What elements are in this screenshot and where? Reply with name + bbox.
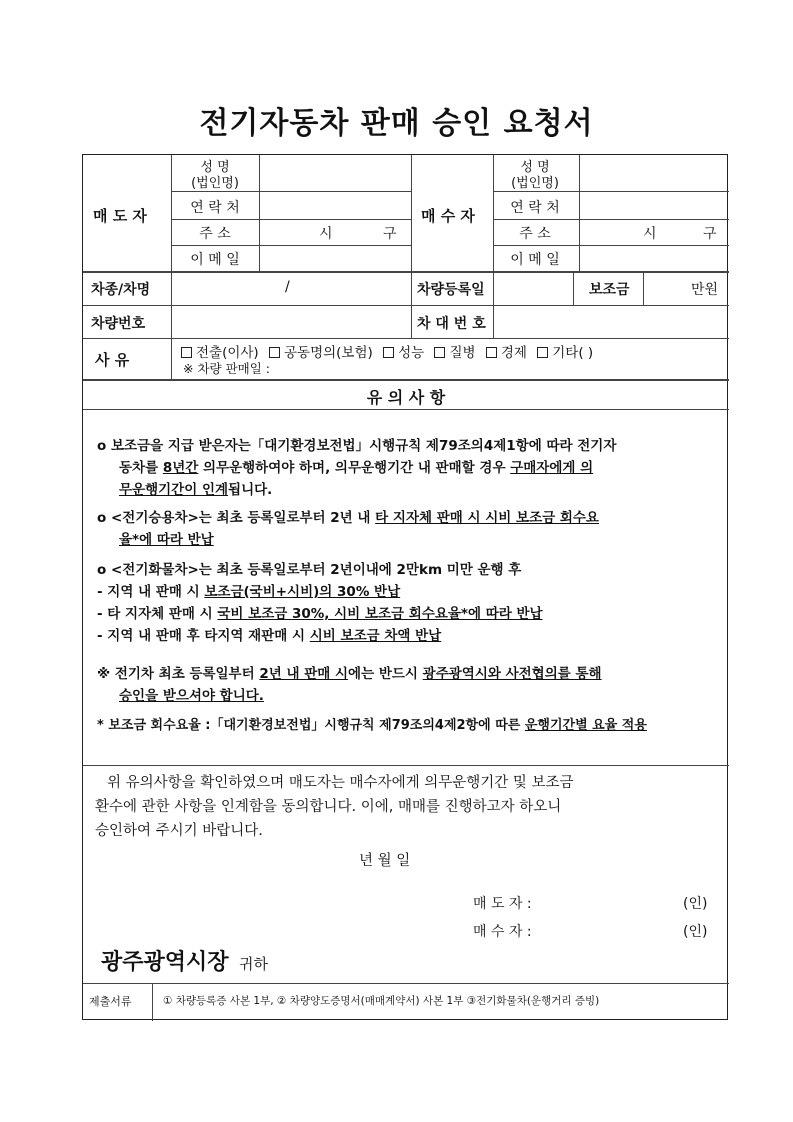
sign-date: 년 월 일 [359, 853, 411, 869]
seller-contact-label: 연 락 처 [190, 200, 240, 216]
consent-line-1: 위 유의사항을 확인하였으며 매도자는 매수자에게 의무운행기간 및 보조금 [107, 775, 574, 791]
vehicle-number-label: 차량번호 [91, 316, 146, 332]
buyer-sign-label: 매 수 자 : [473, 924, 532, 940]
seller-sign-label: 매 도 자 : [473, 896, 532, 912]
vehicle-model-separator: / [285, 279, 290, 295]
documents-label: 제출서류 [89, 995, 132, 1008]
sale-date-label: ※ 차량 판매일 : [183, 361, 270, 376]
reason-option-performance[interactable]: 성능 [383, 345, 424, 361]
consent-line-3: 승인하여 주시기 바랍니다. [95, 823, 263, 839]
seller-seal: (인) [683, 896, 708, 912]
buyer-district: 구 [703, 226, 717, 242]
seller-label: 매 도 자 [93, 207, 147, 225]
checkbox-icon [486, 347, 497, 358]
buyer-contact-label: 연 락 처 [510, 200, 560, 216]
notice-item-2: o <전기승용차>는 최초 등록일로부터 2년 내 타 지자체 판매 시 시비 보조금 회수요 율*에 따라 반납 [97, 510, 599, 548]
buyer-name-label: 성 명 [520, 160, 550, 175]
subsidy-unit: 만원 [691, 282, 719, 298]
seller-district: 구 [383, 226, 397, 242]
reason-option-other[interactable]: 기타( ) [537, 345, 593, 361]
checkbox-icon [269, 347, 280, 358]
reason-option-illness[interactable]: 질병 [434, 345, 475, 361]
consent-line-2: 환수에 관한 사항을 인계함을 동의합니다. 이에, 매매를 진행하고자 하오니 [95, 799, 562, 815]
checkbox-icon [383, 347, 394, 358]
vehicle-model-label: 차종/차명 [91, 282, 151, 298]
seller-email-label: 이 메 일 [190, 252, 240, 268]
reason-options [181, 341, 593, 361]
buyer-label: 매 수 자 [421, 207, 475, 225]
addressee: 광주광역시장 귀하 [101, 950, 268, 975]
seller-city: 시 [319, 226, 333, 242]
documents-list: ① 차량등록증 사본 1부, ② 차량양도증명서(매매계약서) 사본 1부 ③전기화물차(운행거리 증빙) [163, 995, 600, 1007]
document-title: 전기자동차 판매 승인 요청서 [199, 106, 594, 141]
buyer-seal: (인) [683, 924, 708, 940]
reason-option-economy[interactable]: 경제 [486, 345, 527, 361]
subsidy-label: 보조금 [589, 282, 630, 298]
reason-label: 사 유 [95, 351, 130, 369]
buyer-email-label: 이 메 일 [510, 252, 560, 268]
notice-item-4: ※ 전기차 최초 등록일부터 2년 내 판매 시에는 반드시 광주광역시와 사전협의를 통해 승인을 받으셔야 합니다. [97, 666, 602, 704]
notice-footnote: * 보조금 회수요율 :「대기환경보전법」시행규칙 제79조의4제2항에 따른 운행기간별 요율 적용 [97, 718, 647, 733]
notice-item-1: o 보조금을 지급 받은자는「대기환경보전법」시행규칙 제79조의4제1항에 따라 전기자 동차를 8년간 의무운행하여야 하며, 의무운행기간 내 판매할 경우 구매자에게 의 무운행기간이 인계됩니다. [97, 438, 617, 498]
chassis-number-label: 차 대 번 호 [417, 316, 486, 332]
checkbox-icon [181, 347, 192, 358]
form-frame [82, 154, 728, 1020]
checkbox-icon [537, 347, 548, 358]
seller-name-sub-label: (법인명) [191, 176, 239, 191]
vehicle-reg-date-label: 차량등록일 [417, 282, 485, 298]
buyer-city: 시 [643, 226, 657, 242]
reason-option-moving[interactable]: 전출(이사) [181, 345, 259, 361]
seller-address-label: 주 소 [199, 226, 231, 242]
notice-header: 유 의 사 항 [366, 388, 446, 407]
reason-option-joint[interactable]: 공동명의(보험) [269, 345, 373, 361]
seller-name-label: 성 명 [200, 160, 230, 175]
buyer-name-sub-label: (법인명) [511, 176, 559, 191]
notice-item-3: o <전기화물차>는 최초 등록일로부터 2년이내에 2만km 미만 운행 후 - 지역 내 판매 시 보조금(국비+시비)의 30% 반납 - 타 지자체 판매 시 국비 보조금 30%, 시비 보조금 회수요율*에 따라 반납 - 지역 내 판매 후 타지역 재판매 시 시비 보조금 차액 반납 [97, 562, 543, 644]
buyer-address-label: 주 소 [519, 226, 551, 242]
checkbox-icon [434, 347, 445, 358]
